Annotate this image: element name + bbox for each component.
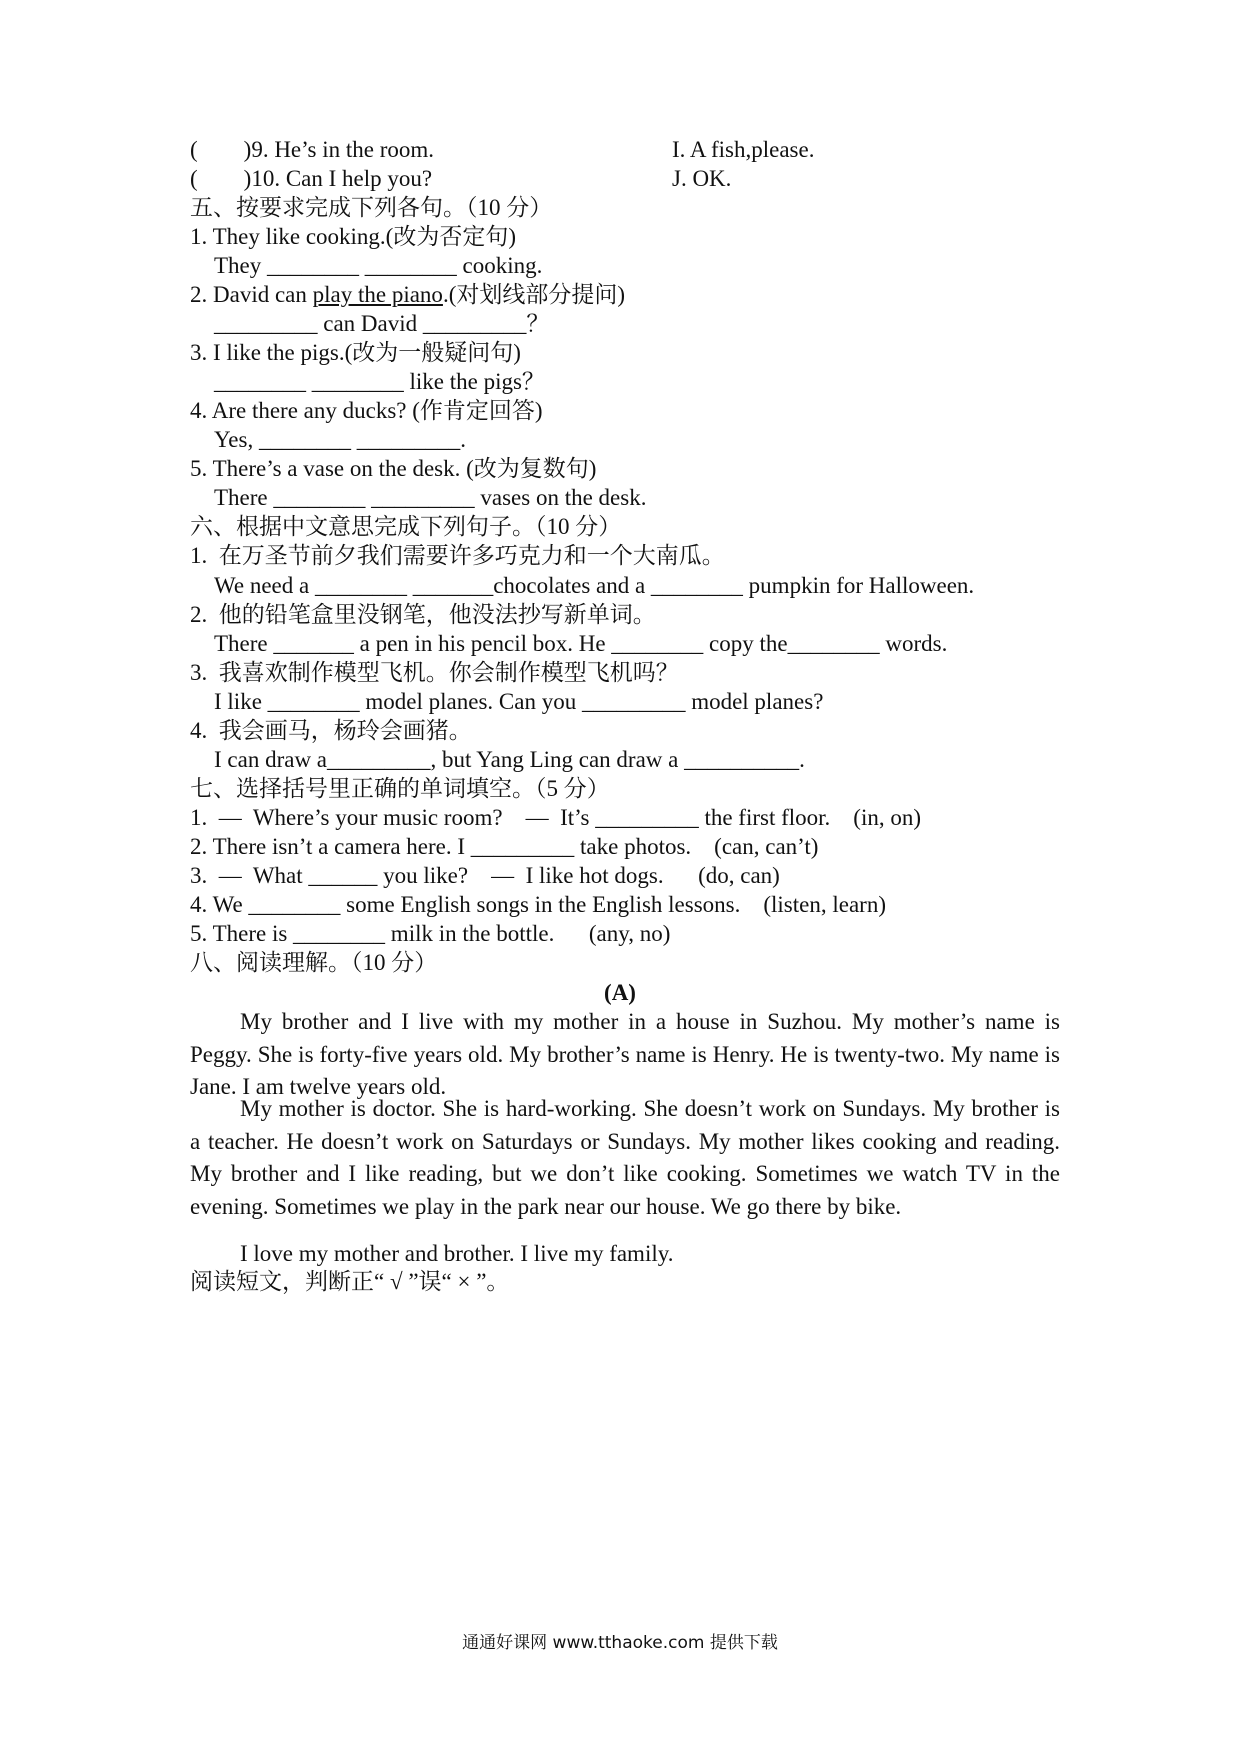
s5-q1-answer: They ________ ________ cooking. bbox=[214, 253, 543, 278]
reading-paragraph-2: My mother is doctor. She is hard-working. She doesn’t work on Sundays. My brother is a teacher. He doesn’t work on Saturdays or Sundays. My mother likes cooking and reading. My brother and I like reading, but we don’t like cooking. Sometimes we watch TV in the evening. Sometimes we play in the park near our house. We go there by bike. bbox=[190, 1096, 1060, 1219]
s5-q3-answer: ________ ________ like the pigs？ bbox=[214, 369, 545, 394]
section8-title: 八、阅读理解。（10 分） bbox=[190, 950, 438, 975]
s6-q3-zh: 3. 我喜欢制作模型飞机。你会制作模型飞机吗？ bbox=[190, 660, 679, 685]
s7-item: 5. There is ________ milk in the bottle. (any, no) bbox=[190, 921, 671, 946]
s5-q2-pre: 2. David can bbox=[190, 282, 313, 307]
s5-q2-answer: _________ can David _________？ bbox=[214, 311, 550, 336]
s5-q4-answer: Yes, ________ _________. bbox=[214, 427, 466, 452]
match-q9-right: I. A fish,please. bbox=[672, 137, 815, 162]
s7-item: 1. — Where’s your music room? — It’s _________ the first floor. (in, on) bbox=[190, 805, 922, 830]
reading-paragraph-1: My brother and I live with my mother in a house in Suzhou. My mother’s name is Peggy. She is forty-five years old. My brother’s name is Henry. He is twenty-two. My name is Jane. I am twelve years old. bbox=[190, 1009, 1060, 1099]
match-q10-right: J. OK. bbox=[672, 166, 732, 191]
s6-q2-en: There _______ a pen in his pencil box. He ________ copy the________ words. bbox=[214, 631, 948, 656]
reading-instruction: 阅读短文，判断正“ √ ”误“ × ”。 bbox=[190, 1269, 510, 1294]
s6-q1-en: We need a ________ _______chocolates and a ________ pumpkin for Halloween. bbox=[214, 573, 975, 598]
s5-q1-prompt: 1. They like cooking.(改为否定句) bbox=[190, 224, 516, 249]
section7-title: 七、选择括号里正确的单词填空。（5 分） bbox=[190, 776, 610, 801]
s5-q4-prompt: 4. Are there any ducks? (作肯定回答) bbox=[190, 398, 543, 423]
s6-q4-en: I can draw a_________, but Yang Ling can draw a __________. bbox=[214, 747, 805, 772]
s7-item: 4. We ________ some English songs in the English lessons. (listen, learn) bbox=[190, 892, 886, 917]
page-footer: 通通好课网 www.tthaoke.com 提供下载 bbox=[462, 1633, 778, 1653]
s5-q2-underlined: play the piano bbox=[312, 282, 443, 307]
reading-paragraph-3: I love my mother and brother. I live my family. bbox=[240, 1241, 674, 1266]
s6-q4-zh: 4. 我会画马，杨玲会画猪。 bbox=[190, 718, 472, 743]
match-q9-left: ( )9. He’s in the room. bbox=[190, 137, 435, 162]
match-q10-left: ( )10. Can I help you? bbox=[190, 166, 433, 191]
s5-q3-prompt: 3. I like the pigs.(改为一般疑问句) bbox=[190, 340, 521, 365]
s6-q3-en: I like ________ model planes. Can you _________ model planes? bbox=[214, 689, 824, 714]
section5-title: 五、按要求完成下列各句。（10 分） bbox=[190, 195, 553, 220]
section6-title: 六、根据中文意思完成下列句子。（10 分） bbox=[190, 514, 622, 539]
s5-q2-prompt bbox=[190, 280, 625, 310]
s7-item: 3. — What ______ you like? — I like hot dogs. (do, can) bbox=[190, 863, 780, 888]
s5-q2-post: .(对划线部分提问) bbox=[442, 282, 626, 307]
s6-q2-zh: 2. 他的铅笔盒里没钢笔，他没法抄写新单词。 bbox=[190, 602, 656, 627]
reading-part-label: (A) bbox=[604, 980, 636, 1005]
s7-item: 2. There isn’t a camera here. I _________ take photos. (can, can’t) bbox=[190, 834, 819, 859]
s5-q5-answer: There ________ _________ vases on the desk. bbox=[214, 485, 647, 510]
s5-q5-prompt: 5. There’s a vase on the desk. (改为复数句) bbox=[190, 456, 597, 481]
s6-q1-zh: 1. 在万圣节前夕我们需要许多巧克力和一个大南瓜。 bbox=[190, 543, 725, 568]
